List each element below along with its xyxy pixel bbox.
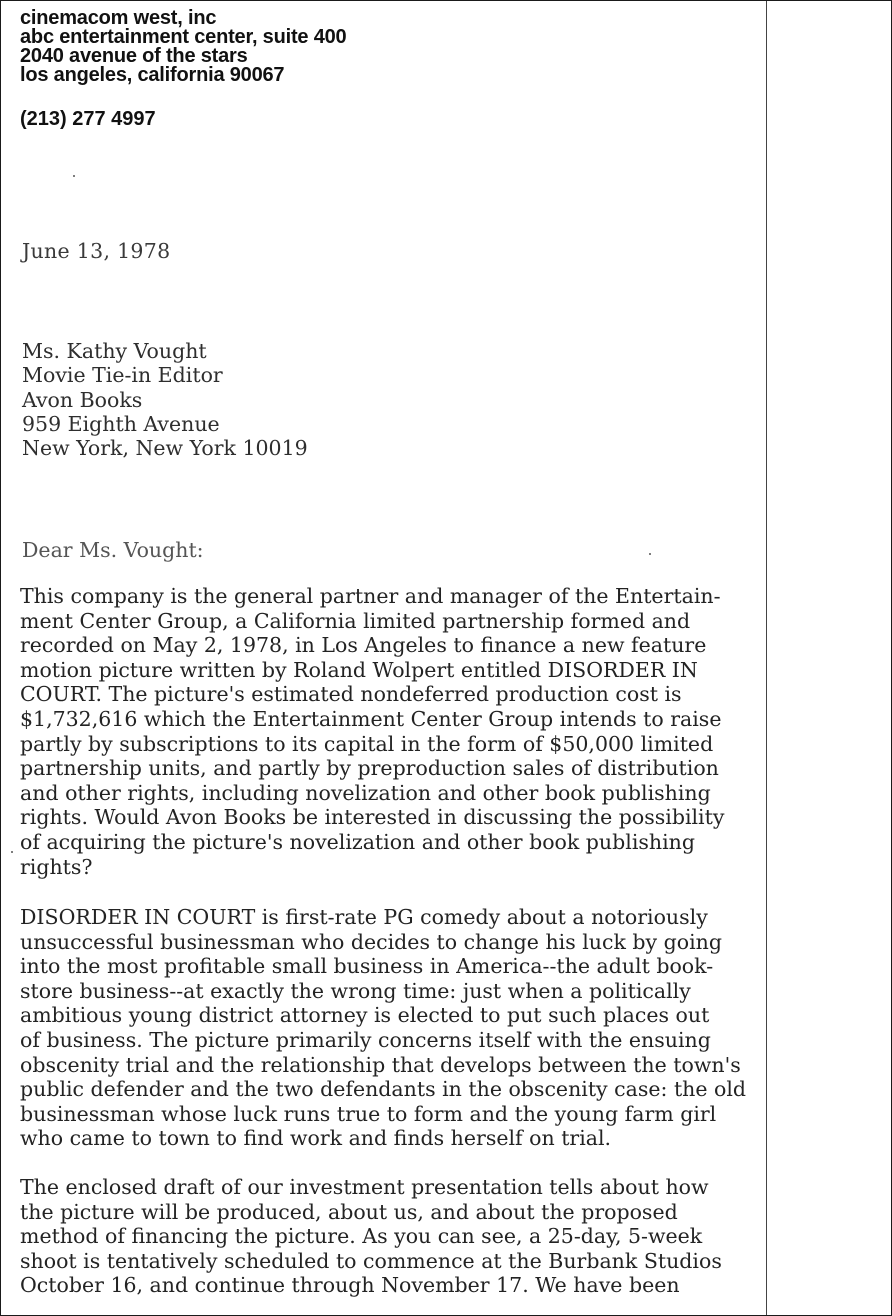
body-paragraph xyxy=(20,1175,722,1298)
letterhead-address-line-3: los angeles, california 90067 xyxy=(20,64,285,86)
recipient-street: 959 Eighth Avenue xyxy=(22,411,220,436)
paragraph-line: obscenity trial and the relationship that develops between the town's xyxy=(20,1052,741,1077)
paragraph-line: rights. Would Avon Books be interested in discussing the possibility xyxy=(20,805,725,830)
letterhead-company: cinemacom west, inc xyxy=(20,7,217,29)
scan-speck xyxy=(73,175,75,177)
salutation: Dear Ms. Vought: xyxy=(22,538,204,562)
letterhead-address-line-1: abc entertainment center, suite 400 xyxy=(20,26,347,48)
letterhead-address-line-2: 2040 avenue of the stars xyxy=(20,45,248,67)
body-paragraph xyxy=(20,905,746,1151)
paragraph-line: October 16, and continue through November 17. We have been xyxy=(20,1273,680,1298)
paragraph-line: motion picture written by Roland Wolpert entitled DISORDER IN xyxy=(20,657,698,682)
letterhead-phone: (213) 277 4997 xyxy=(20,108,156,130)
paragraph-line: The enclosed draft of our investment presentation tells about how xyxy=(20,1175,709,1199)
paragraph-line: partly by subscriptions to its capital in the form of $50,000 limited xyxy=(20,731,714,756)
paragraph-line: of acquiring the picture's novelization and other book publishing xyxy=(20,829,695,854)
paragraph-line: who came to town to find work and finds herself on trial. xyxy=(20,1126,612,1151)
paragraph-line: public defender and the two defendants in the obscenity case: the old xyxy=(20,1077,747,1102)
paragraph-line: and other rights, including novelization and other book publishing xyxy=(20,780,711,805)
paragraph-line: This company is the general partner and manager of the Entertain- xyxy=(20,584,721,608)
scan-speck xyxy=(11,851,13,853)
recipient-city: New York, New York 10019 xyxy=(22,436,308,461)
paragraph-line: of business. The picture primarily concerns itself with the ensuing xyxy=(20,1027,711,1052)
letter-date: June 13, 1978 xyxy=(22,239,171,263)
paragraph-line: into the most profitable small business in America--the adult book- xyxy=(20,954,714,979)
paragraph-line: rights? xyxy=(20,854,93,879)
recipient-name: Ms. Kathy Vought xyxy=(22,339,207,363)
recipient-title: Movie Tie-in Editor xyxy=(22,363,223,388)
paragraph-line: method of financing the picture. As you can see, a 25-day, 5-week xyxy=(20,1224,703,1249)
scan-fold-line xyxy=(766,1,767,1315)
letterhead xyxy=(20,9,346,85)
paragraph-line: DISORDER IN COURT is first-rate PG comedy about a notoriously xyxy=(20,905,708,929)
paragraph-line: unsuccessful businessman who decides to change his luck by going xyxy=(20,929,722,954)
scan-speck xyxy=(649,553,651,555)
paragraph-line: recorded on May 2, 1978, in Los Angeles to finance a new feature xyxy=(20,633,707,658)
recipient-address-block xyxy=(22,339,308,460)
paragraph-line: $1,732,616 which the Entertainment Center Group intends to raise xyxy=(20,706,722,731)
paragraph-line: businessman whose luck runs true to form and the young farm girl xyxy=(20,1101,717,1126)
paragraph-line: the picture will be produced, about us, and about the proposed xyxy=(20,1199,678,1224)
paragraph-line: shoot is tentatively scheduled to commence at the Burbank Studios xyxy=(20,1248,722,1273)
paragraph-line: store business--at exactly the wrong time: just when a politically xyxy=(20,978,691,1003)
body-paragraph xyxy=(20,584,724,879)
recipient-company: Avon Books xyxy=(22,387,143,412)
paragraph-line: COURT. The picture's estimated nondeferred production cost is xyxy=(20,682,682,707)
paragraph-line: ment Center Group, a California limited partnership formed and xyxy=(20,608,691,633)
paragraph-line: partnership units, and partly by preproduction sales of distribution xyxy=(20,756,719,781)
paragraph-line: ambitious young district attorney is elected to put such places out xyxy=(20,1003,710,1028)
